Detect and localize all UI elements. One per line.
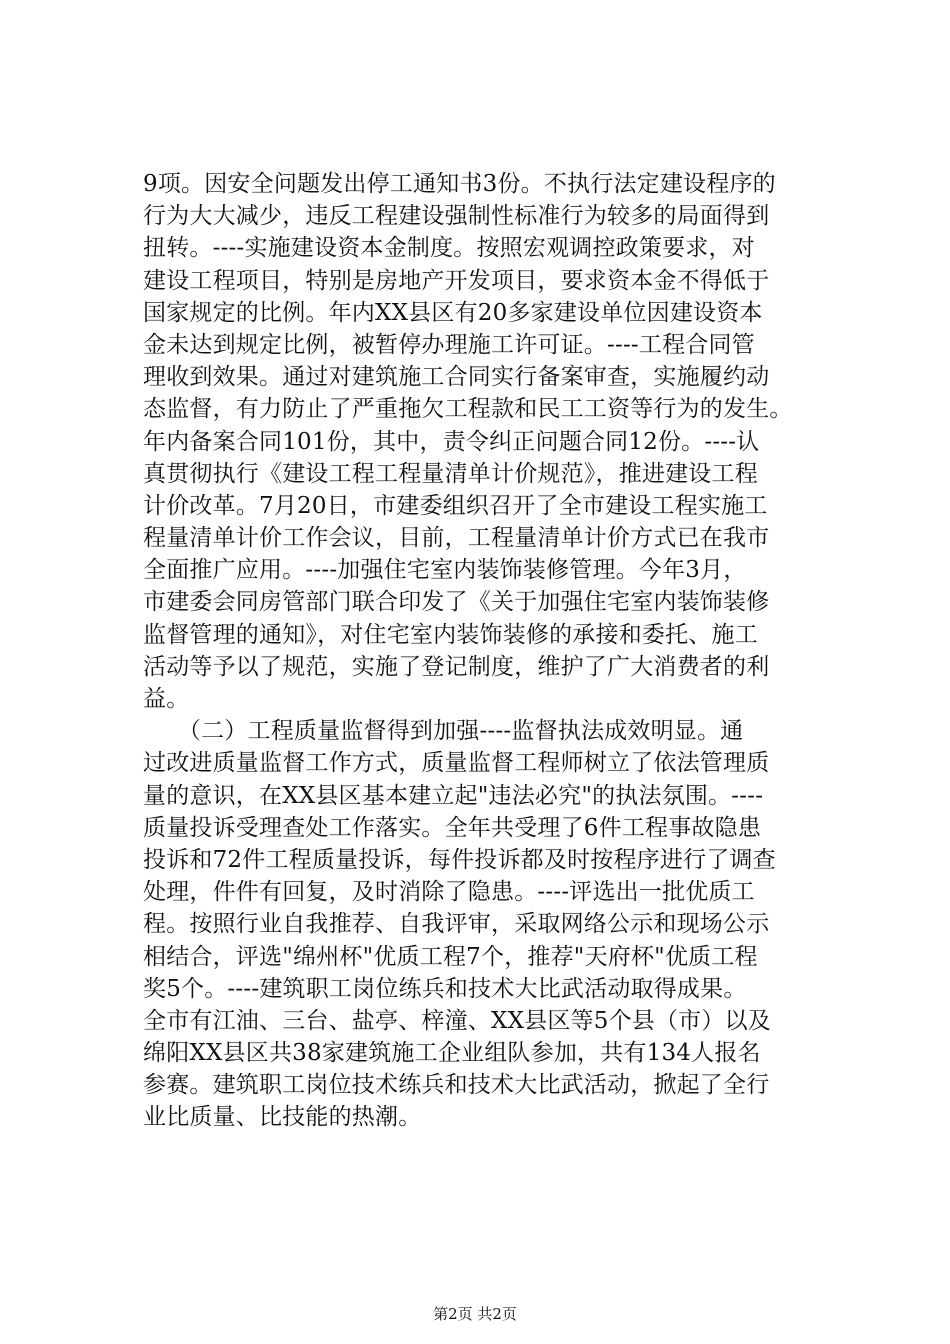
text-line: 投诉和72件工程质量投诉，每件投诉都及时按程序进行了调查 bbox=[143, 846, 776, 873]
page-number-footer: 第2页 共2页 bbox=[433, 1305, 517, 1323]
text-line: 处理，件件有回复，及时消除了隐患。----评选出一批优质工 bbox=[143, 879, 755, 906]
text-line: 9项。因安全问题发出停工通知书3份。不执行法定建设程序的 bbox=[143, 171, 776, 197]
text-line: 绵阳XX县区共38家建筑施工企业组队参加，共有134人报名 bbox=[143, 1040, 761, 1067]
text-line: 金未达到规定比例，被暂停办理施工许可证。----工程合同管 bbox=[143, 331, 755, 358]
text-line: 全面推广应用。----加强住宅室内装饰装修管理。今年3月， bbox=[143, 557, 747, 584]
text-line: 建设工程项目，特别是房地产开发项目，要求资本金不得低于 bbox=[143, 267, 770, 294]
text-line: 年内备案合同101份，其中，责令纠正问题合同12份。----认 bbox=[143, 428, 760, 455]
text-line: 理收到效果。通过对建筑施工合同实行备案审查，实施履约动 bbox=[143, 364, 770, 391]
text-line: 程量清单计价工作会议，目前，工程量清单计价方式已在我市 bbox=[143, 525, 770, 552]
text-line: 监督管理的通知》，对住宅室内装饰装修的承接和委托、施工 bbox=[143, 621, 758, 648]
text-line: 质量投诉受理查处工作落实。全年共受理了6件工程事故隐患 bbox=[143, 814, 762, 841]
text-line: 程。按照行业自我推荐、自我评审，采取网络公示和现场公示 bbox=[143, 911, 770, 938]
text-line: 益。 bbox=[143, 686, 190, 712]
text-line: 量的意识，在XX县区基本建立起"违法必究"的执法氛围。---- bbox=[143, 782, 764, 809]
text-line: 参赛。建筑职工岗位技术练兵和技术大比武活动，掀起了全行 bbox=[143, 1072, 770, 1099]
text-line: 活动等予以了规范，实施了登记制度，维护了广大消费者的利 bbox=[143, 653, 770, 680]
text-line: 国家规定的比例。年内XX县区有20多家建设单位因建设资本 bbox=[143, 299, 763, 326]
text-line: 业比质量、比技能的热潮。 bbox=[143, 1104, 422, 1131]
document-body bbox=[143, 168, 833, 1134]
text-line: 过改进质量监督工作方式，质量监督工程师树立了依法管理质 bbox=[143, 750, 770, 777]
text-line: （二）工程质量监督得到加强----监督执法成效明显。通 bbox=[143, 718, 744, 745]
text-line: 行为大大减少，违反工程建设强制性标准行为较多的局面得到 bbox=[143, 203, 770, 230]
text-line: 计价改革。7月20日，市建委组织召开了全市建设工程实施工 bbox=[143, 492, 768, 519]
text-line: 态监督，有力防止了严重拖欠工程款和民工工资等行为的发生。 bbox=[143, 396, 793, 423]
text-line: 全市有江油、三台、盐亭、梓潼、XX县区等5个县（市）以及 bbox=[143, 1007, 771, 1034]
text-line: 扭转。----实施建设资本金制度。按照宏观调控政策要求，对 bbox=[143, 235, 755, 262]
text-line: 市建委会同房管部门联合印发了《关于加强住宅室内装饰装修 bbox=[143, 589, 770, 616]
text-line: 相结合，评选"绵州杯"优质工程7个，推荐"天府杯"优质工程 bbox=[143, 943, 758, 970]
text-line: 真贯彻执行《建设工程工程量清单计价规范》，推进建设工程 bbox=[143, 460, 758, 487]
text-line: 奖5个。----建筑职工岗位练兵和技术大比武活动取得成果。 bbox=[143, 975, 747, 1002]
